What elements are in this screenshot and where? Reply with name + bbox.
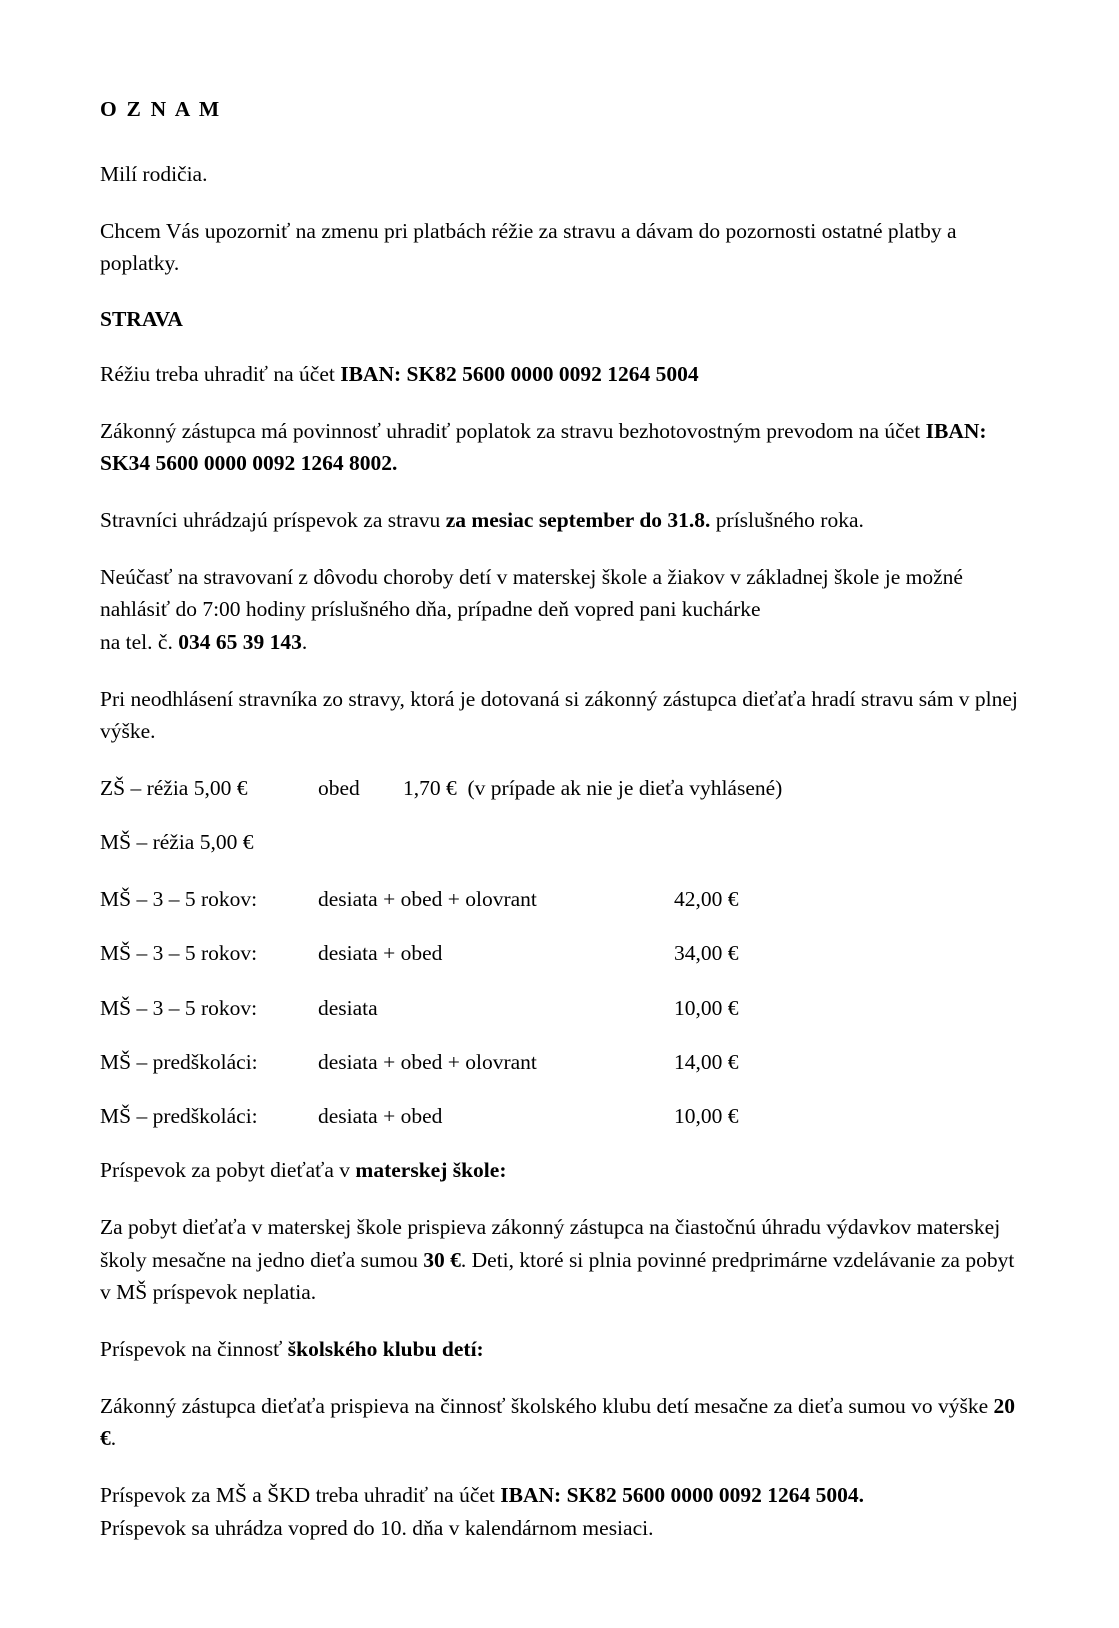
- rezia-account-paragraph: [100, 358, 1019, 391]
- stravnici-text-suffix: príslušného roka.: [710, 508, 864, 533]
- stravnici-paragraph: [100, 504, 1019, 537]
- intro-paragraph: Chcem Vás upozorniť na zmenu pri platbách réžie za stravu a dávam do pozornosti ostatné platby a poplatky.: [100, 218, 957, 276]
- prispevok-ms-heading-prefix: Príspevok za pobyt dieťaťa v: [100, 1158, 356, 1183]
- price-row: [100, 1046, 1019, 1078]
- prispevok-skd-text-2: .: [110, 1426, 117, 1451]
- neodhlasenie-paragraph: Pri neodhlásení stravníka zo stravy, ktorá je dotovaná si zákonný zástupca dieťaťa hradí stravu sám v plnej výške.: [100, 686, 1018, 744]
- price-row: [100, 883, 1019, 915]
- rezia-account-text: Réžiu treba uhradiť na účet: [100, 362, 341, 387]
- tel-suffix: .: [301, 630, 308, 655]
- prispevok-skd-amount: 20 €: [100, 1393, 1016, 1451]
- price-row-zs-rezia: [100, 772, 1019, 804]
- price-items: desiata + obed: [318, 941, 443, 966]
- zs-rezia-meal: obed: [318, 776, 360, 801]
- zastupca-account-paragraph: [100, 415, 1019, 480]
- price-items: desiata + obed: [318, 1104, 443, 1129]
- prispevok-skd-paragraph: [100, 1390, 1019, 1455]
- price-category: MŠ – 3 – 5 rokov:: [100, 995, 258, 1020]
- stravnici-deadline: za mesiac september do 31.8.: [445, 508, 711, 533]
- tel-prefix: na tel. č.: [100, 630, 179, 655]
- zs-rezia-price: 1,70 €: [403, 776, 457, 801]
- neucast-text: Neúčasť na stravovaní z dôvodu choroby detí v materskej škole a žiakov v základnej škole je možné nahlásiť do 7:00 hodiny príslušného dňa, prípadne deň vopred pani kuchárke: [100, 564, 963, 622]
- price-amount: 10,00 €: [674, 995, 739, 1020]
- price-amount: 42,00 €: [674, 887, 739, 912]
- price-category: MŠ – predškoláci:: [100, 1049, 258, 1074]
- neucast-paragraph: [100, 561, 1019, 659]
- zs-rezia-label: ZŠ – réžia 5,00 €: [100, 776, 248, 801]
- price-row: [100, 937, 1019, 969]
- prispevok-ms-paragraph: [100, 1211, 1019, 1309]
- price-amount: 34,00 €: [674, 941, 739, 966]
- zs-rezia-note: (v prípade ak nie je dieťa vyhlásené): [467, 776, 783, 801]
- price-amount: 10,00 €: [674, 1104, 739, 1129]
- section-heading-strava: STRAVA: [100, 306, 183, 331]
- final-payment-paragraph: [100, 1479, 1019, 1544]
- page-title: O Z N A M: [100, 97, 222, 121]
- price-items: desiata: [318, 995, 378, 1020]
- price-category: MŠ – predškoláci:: [100, 1104, 258, 1129]
- price-row: [100, 1100, 1019, 1132]
- prispevok-skd-heading-prefix: Príspevok na činnosť: [100, 1336, 288, 1361]
- prispevok-ms-heading: [100, 1154, 1019, 1187]
- prispevok-skd-heading-bold: školského klubu detí:: [287, 1336, 484, 1361]
- rezia-iban: IBAN: SK82 5600 0000 0092 1264 5004: [340, 362, 699, 387]
- price-category: MŠ – 3 – 5 rokov:: [100, 941, 258, 966]
- price-items: desiata + obed + olovrant: [318, 887, 537, 912]
- zastupca-iban: IBAN: SK34 5600 0000 0092 1264 8002.: [100, 418, 987, 476]
- prispevok-ms-heading-bold: materskej škole:: [355, 1158, 507, 1183]
- greeting-paragraph: Milí rodičia.: [100, 161, 208, 186]
- prispevok-skd-heading: [100, 1333, 1019, 1366]
- zs-rezia-price-note: [403, 772, 782, 804]
- ms-rezia-line: MŠ – réžia 5,00 €: [100, 830, 254, 855]
- price-items: desiata + obed + olovrant: [318, 1049, 537, 1074]
- prispevok-ms-text-2: . Deti, ktoré si plnia povinné predprimárne vzdelávanie za pobyt v MŠ príspevok neplatia.: [100, 1247, 1015, 1305]
- price-row: [100, 992, 1019, 1024]
- price-amount: 14,00 €: [674, 1049, 739, 1074]
- final-note: Príspevok sa uhrádza vopred do 10. dňa v kalendárnom mesiaci.: [100, 1515, 654, 1540]
- price-category: MŠ – 3 – 5 rokov:: [100, 887, 258, 912]
- prispevok-skd-text-1: Zákonný zástupca dieťaťa prispieva na činnosť školského klubu detí mesačne za dieťa sumou vo výške: [100, 1393, 994, 1418]
- phone-number: 034 65 39 143: [178, 630, 302, 655]
- zastupca-account-text: Zákonný zástupca má povinnosť uhradiť poplatok za stravu bezhotovostným prevodom na účet: [100, 418, 926, 443]
- stravnici-text-prefix: Stravníci uhrádzajú príspevok za stravu: [100, 508, 446, 533]
- prispevok-ms-text-1: Za pobyt dieťaťa v materskej škole prispieva zákonný zástupca na čiastočnú úhradu výdavkov materskej školy mesačne na jedno dieťa sumou: [100, 1214, 1001, 1272]
- final-prefix: Príspevok za MŠ a ŠKD treba uhradiť na účet: [100, 1482, 501, 1507]
- prispevok-ms-amount: 30 €: [423, 1247, 461, 1272]
- final-iban: IBAN: SK82 5600 0000 0092 1264 5004.: [500, 1482, 865, 1507]
